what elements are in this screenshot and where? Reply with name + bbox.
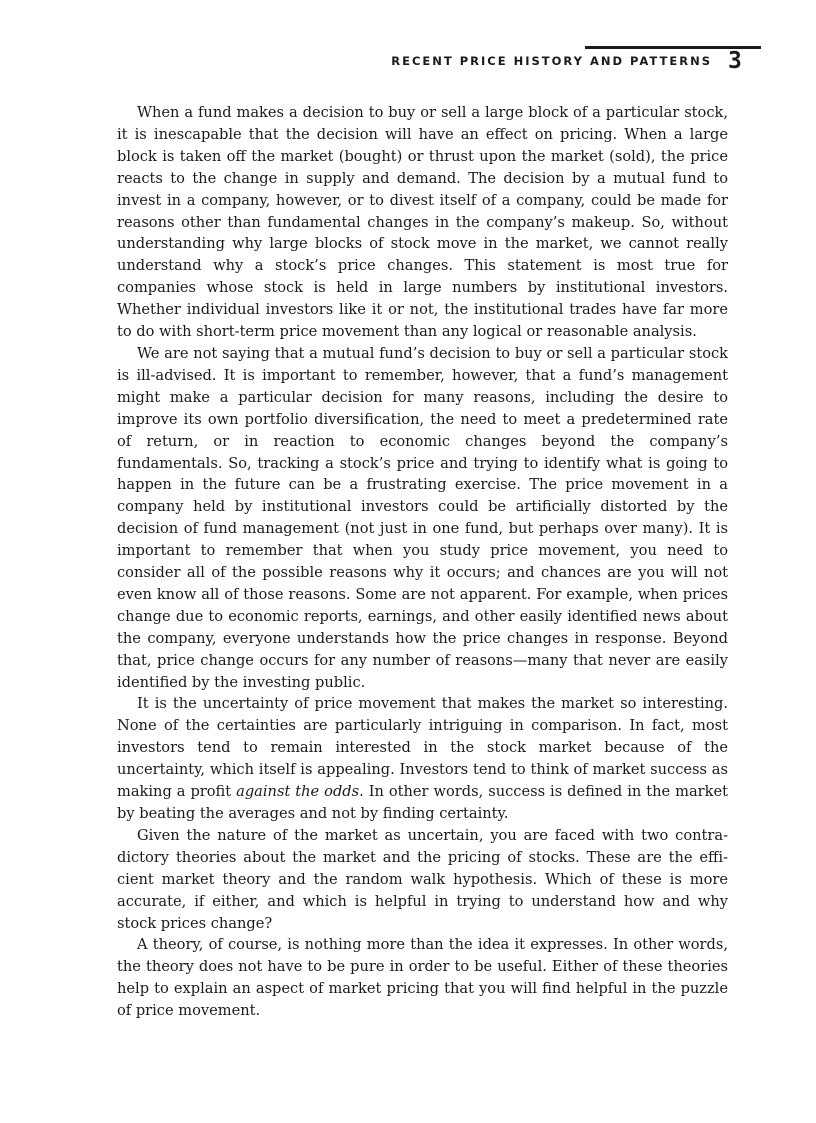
emphasis-against-the-odds: against the odds xyxy=(236,783,360,801)
paragraph-5: A theory, of course, is nothing more than the idea it expresses. In other words, the theory does not have to be pure in order to be useful. Either of these theories help to explain an aspect of market pricing that you will find helpful in the puzzle of price movement. xyxy=(117,936,728,1020)
running-head: RECENT PRICE HISTORY AND PATTERNS xyxy=(391,54,712,68)
paragraph-2: We are not saying that a mutual fund’s decision to buy or sell a particular stock is ill-advised. It is important to remember, however, that a fund’s management might make a particular decision for many reasons, including the desire to improve its own portfolio diversification, the need to meet a predetermined rate of return, or in reaction to economic changes beyond the company’s fundamentals. So, tracking a stock’s price and trying to identify what is going to happen in the future can be a frustrating exercise. The price movement in a company held by institutional investors could be artificially distorted by the decision of fund management (not just in one fund, but perhaps over many). It is important to remember that when you study price movement, you need to consider all of the possible reasons why it occurs; and chances are you will not even know all of those reasons. Some are not apparent. For example, when prices change due to economic reports, earnings, and other easily identified news about the company, everyone understands how the price changes in response. Beyond that, price change occurs for any number of reasons—many that never are easily identified by the investing public. xyxy=(117,344,728,691)
paragraph-3-text: It is the uncertainty of price movement that makes the market so interesting. None of the certainties are particularly intriguing in comparison. In fact, most investors tend to remain interested in the stock market because of the uncertainty, which itself is appealing. Investors tend to think of market success as making a profit xyxy=(117,695,728,801)
paragraph-4: Given the nature of the market as uncertain, you are faced with two contradictory theories about the market and the pricing of stocks. These are the efficient market theory and the random walk hypothesis. Which of these is more accurate, if either, and which is helpful in trying to understand how and why stock prices change? xyxy=(117,826,728,932)
paragraph-3 xyxy=(117,693,728,824)
paragraph-1: When a fund makes a decision to buy or sell a large block of a particular stock, it is inescapable that the decision will have an effect on pricing. When a large block is taken off the market (bought) or thrust upon the market (sold), the price reacts to the change in supply and demand. The decision by a mutual fund to invest in a company, however, or to divest itself of a company, could be made for reasons other than fundamental changes in the company’s makeup. So, without understanding why large blocks of stock move in the market, we cannot really understand why a stock’s price changes. This statement is most true for companies whose stock is held in large numbers by institutional investors. Whether individual investors like it or not, the institutional trades have far more to do with short-term price movement than any logical or reasonable analysis. xyxy=(117,104,728,341)
paragraph-3-text-after: . In other words, success is defined in the market by beating the averages and not by finding certainty. xyxy=(117,783,729,822)
page-number: 3 xyxy=(728,48,742,74)
body-text xyxy=(117,102,728,1022)
